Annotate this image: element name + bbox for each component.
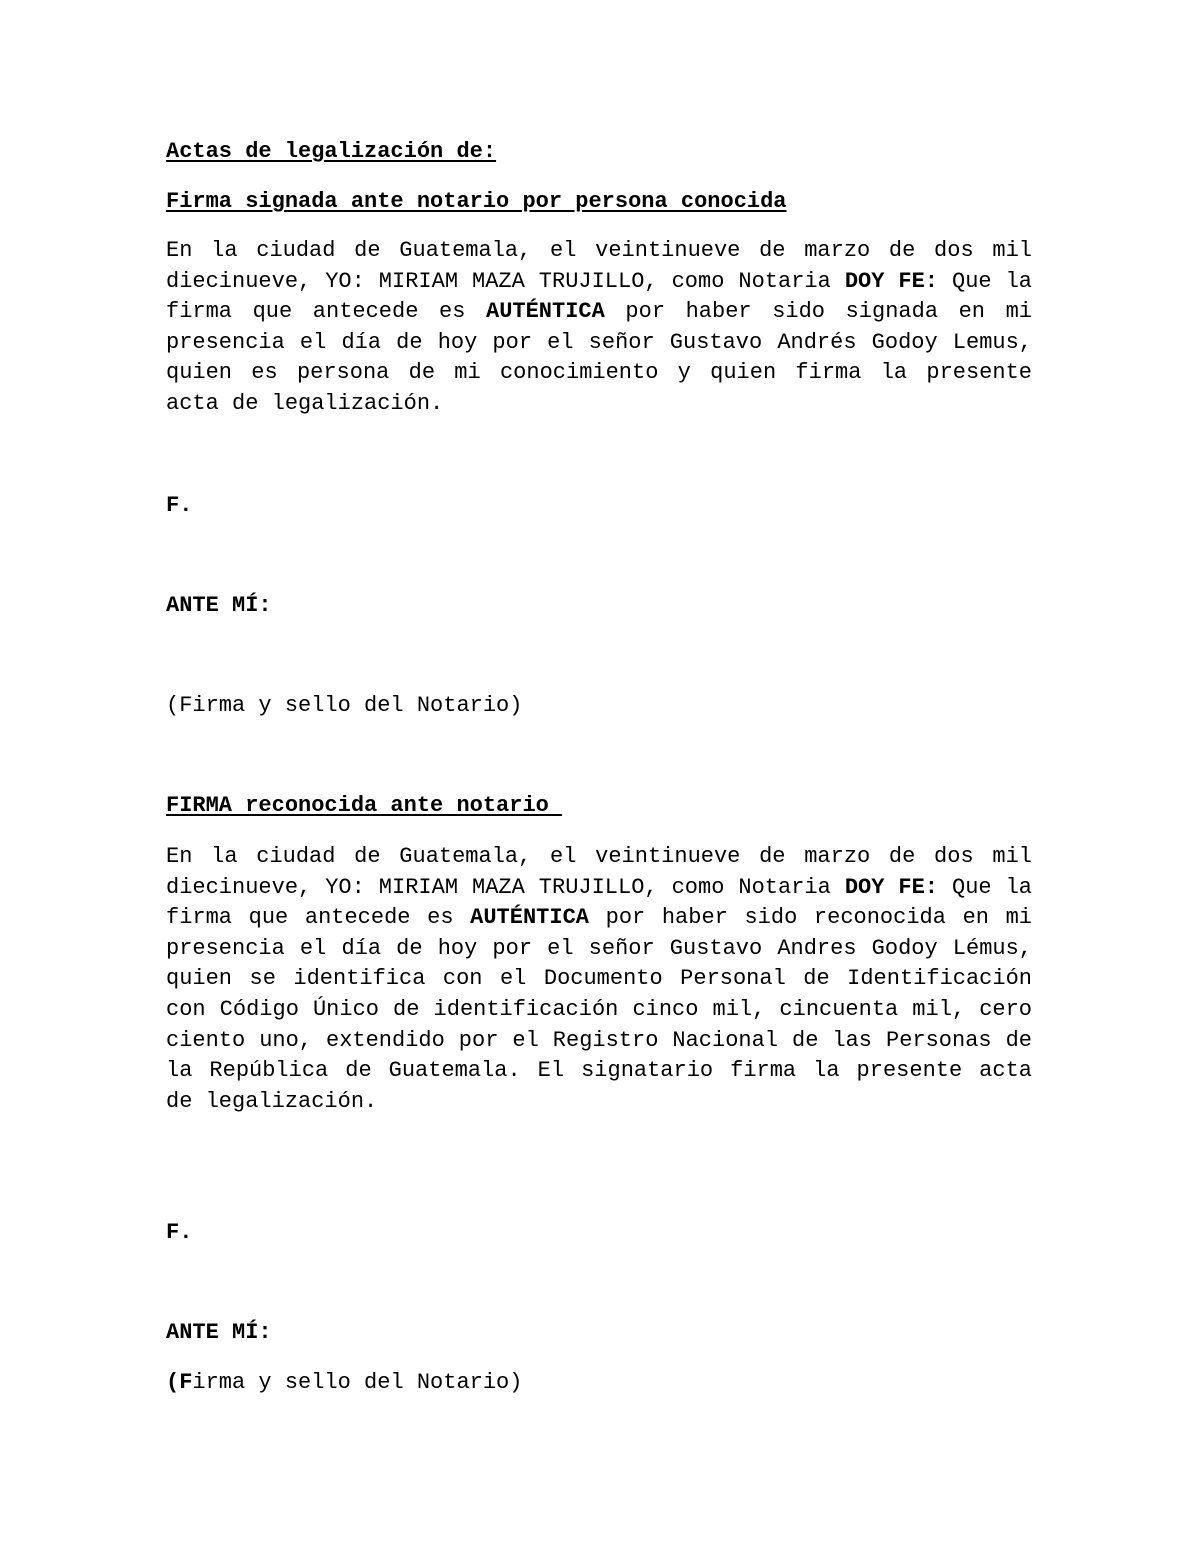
section2-paragraph: [166, 842, 1032, 1117]
section2-ante-mi: ANTE MÍ:: [166, 1320, 272, 1345]
document-title: Actas de legalización de:: [166, 139, 497, 164]
section1-mid-text: Que la firma que antecede es: [166, 268, 1032, 325]
section1-ante-mi: ANTE MÍ:: [166, 593, 272, 618]
section2-doy-fe: DOY FE:: [844, 874, 939, 900]
section1-heading: Firma signada ante notario por persona conocida: [166, 189, 787, 214]
section1-signature-mark: F.: [166, 493, 193, 518]
section2-seal-line: [166, 1369, 522, 1397]
section2-end-text: por haber sido reconocida en mi presencia el día de hoy por el señor Gustavo Andres Godoy Lémus, quien se identifica con el Documento Personal de Identificación con Código Único de identificación cinco mil, cincuenta mil, cero ciento uno, extendido por el Registro Nacional de las Personas de la República de Guatemala. El signatario firma la presente acta de legalización.: [166, 905, 1033, 1114]
section2-heading: FIRMA reconocida ante notario: [166, 793, 563, 818]
section1-autentica: AUTÉNTICA: [486, 299, 605, 325]
section1-end-text: por haber sido signada en mi presencia el día de hoy por el señor Gustavo Andrés Godoy Lemus, quien es persona de mi conocimiento y quien firma la presente acta de legalización.: [166, 299, 1032, 416]
section1-paragraph: [166, 236, 1032, 420]
section2-autentica: AUTÉNTICA: [470, 905, 589, 931]
section2-signature-mark: F.: [166, 1220, 193, 1245]
section1-intro-text: En la ciudad de Guatemala, el veintinueve de marzo de dos mil diecinueve, YO: MIRIAM MAZA TRUJILLO, como Notaria: [166, 238, 1032, 294]
section2-mid-text: Que la firma que antecede es: [166, 874, 1032, 931]
section2-seal-open-bold: (F: [166, 1370, 193, 1395]
section2-seal-rest: irma y sello del Notario): [192, 1370, 523, 1395]
section1-seal-line: (Firma y sello del Notario): [166, 693, 523, 718]
section1-doy-fe: DOY FE:: [844, 268, 939, 294]
section2-intro-text: En la ciudad de Guatemala, el veintinueve de marzo de dos mil diecinueve, YO: MIRIAM MAZA TRUJILLO, como Notaria: [166, 844, 1032, 900]
